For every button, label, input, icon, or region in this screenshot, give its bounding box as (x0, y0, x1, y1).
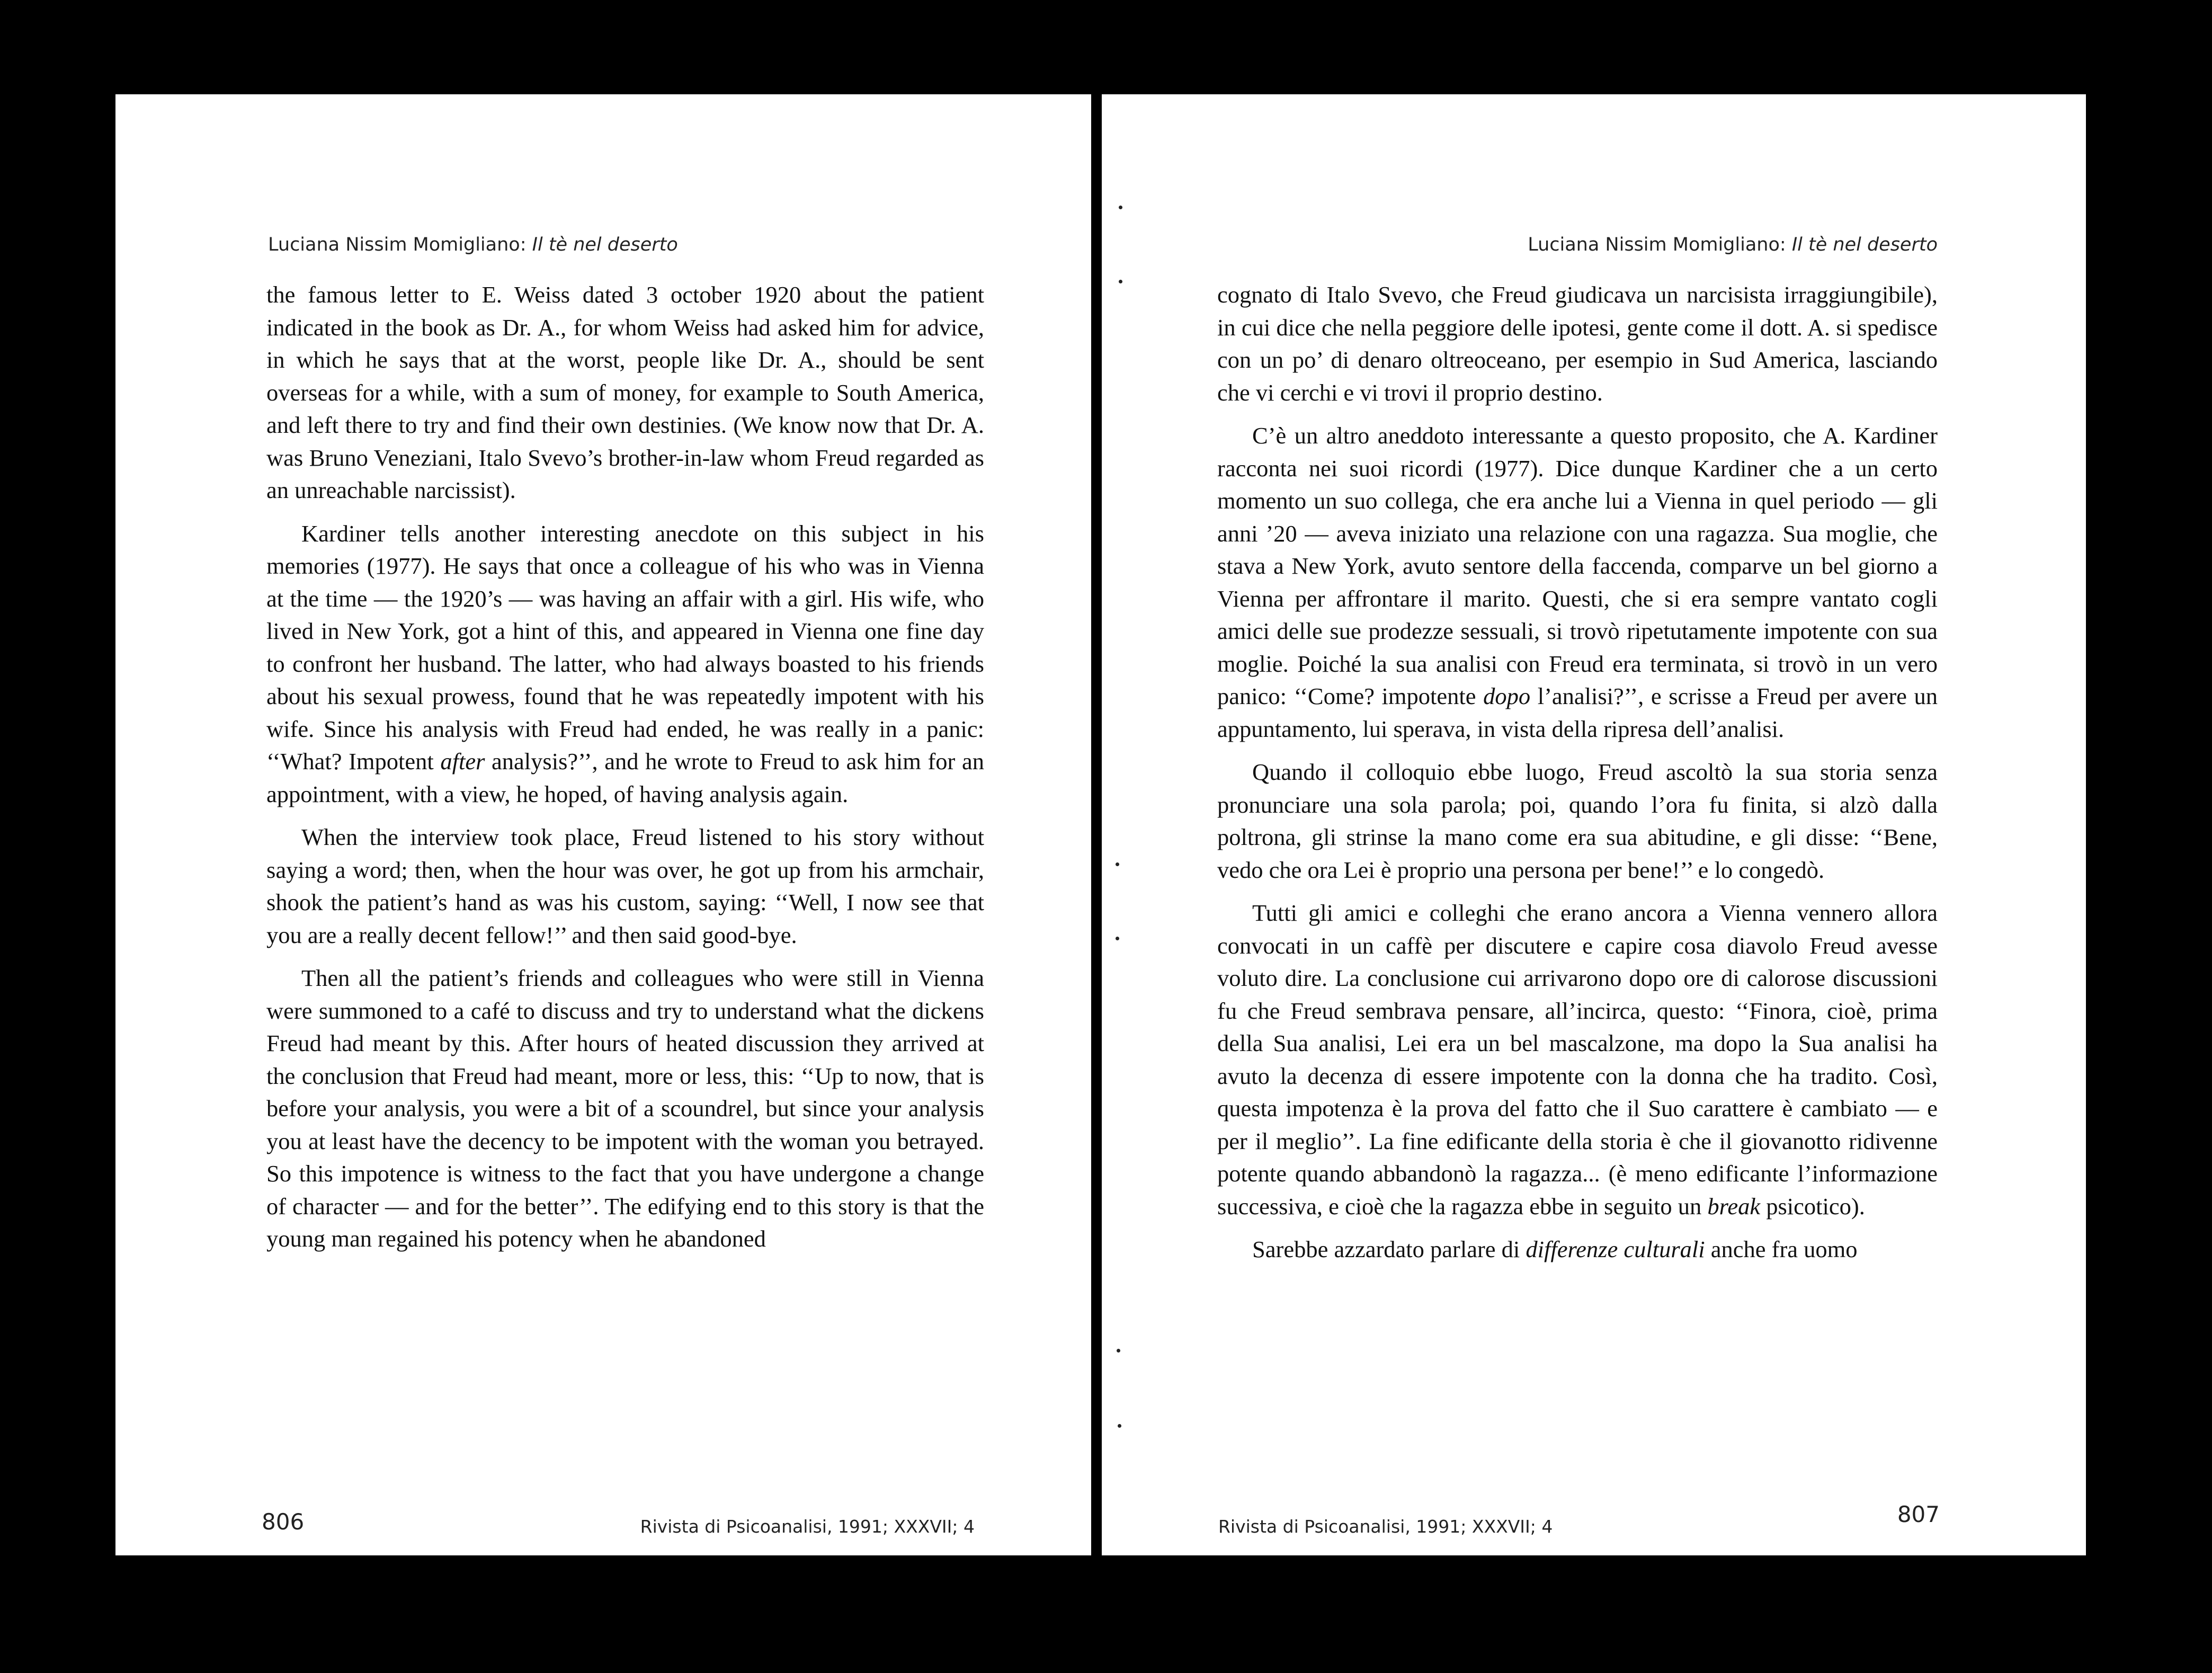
text-segment: Quando il colloquio ebbe luogo, Freud ascoltò la sua storia senza pronunciare una sola parola; poi, quando l’ora fu finita, si alzò dalla poltrona, gli strinse la mano come era sua abitudine, e gli disse: ‘‘Bene, vedo che ora Lei è proprio una persona per bene!’’ e lo congedò. (1217, 759, 1938, 883)
italic-text: dopo (1483, 683, 1531, 709)
body-text (266, 279, 984, 1266)
journal-footer: Rivista di Psicoanalisi, 1991; XXXVII; 4 (640, 1516, 975, 1537)
text-segment: Then all the patient’s friends and colleagues who were still in Vienna were summoned to a café to discuss and try to understand what the dickens Freud had meant by this. After hours of heated discussion they arrived at the conclusion that Freud had meant, more or less, this: ‘‘Up to now, that is before your analysis, you were a bit of a scoundrel, but since your analysis you at least have the decency to be impotent with the woman you betrayed. So this impotence is witness to the fact that you have undergone a change of character — and for the better’’. The edifying end to this story is that the young man regained his potency when he abandoned (266, 965, 984, 1252)
text-segment: analysis?’’, and he wrote to Freud to ask him for an appointment, with a view, he hoped, of having analysis again. (266, 748, 984, 807)
paragraph (1217, 1233, 1938, 1266)
page-number: 806 (262, 1509, 305, 1535)
body-text (1217, 279, 1938, 1277)
text-segment: the famous letter to E. Weiss dated 3 october 1920 about the patient indicated in the book as Dr. A., for whom Weiss had asked him for advice, in which he says that at the worst, people like Dr. A., should be sent overseas for a while, with a sum of money, for example to South America, and left there to try and find their own destinies. (We know now that Dr. A. was Bruno Veneziani, Italo Svevo’s brother-in-law whom Freud regarded as an unreachable narcissist). (266, 281, 984, 503)
running-head-title: Il tè nel deserto (532, 234, 678, 255)
text-segment: l’analisi?’’, e scrisse a Freud per avere un appuntamento, lui sperava, in vista della ripresa dell’analisi. (1217, 683, 1938, 742)
paragraph (1217, 279, 1938, 409)
journal-footer: Rivista di Psicoanalisi, 1991; XXXVII; 4 (1218, 1516, 1553, 1537)
text-segment: C’è un altro aneddoto interessante a questo proposito, che A. Kardiner racconta nei suoi ricordi (1977). Dice dunque Kardiner che a un certo momento un suo collega, che era anche lui a Vienna in quel periodo — gli anni ’20 — aveva iniziato una relazione con una ragazza. Sua moglie, che stava a New York, avuto sentore della faccenda, comparve un bel giorno a Vienna per affrontare il marito. Questi, che si era sempre vantato cogli amici delle sue prodezze sessuali, si trovò ripetutamente impotente con sua moglie. Poiché la sua analisi con Freud era terminata, si trovò in un vero panico: ‘‘Come? impotente (1217, 422, 1938, 709)
italic-text: differenze culturali (1526, 1236, 1705, 1262)
paragraph (266, 279, 984, 507)
paragraph (266, 821, 984, 951)
page-number: 807 (1897, 1501, 1940, 1527)
gutter-mark (1119, 280, 1122, 283)
paragraph (1217, 756, 1938, 886)
paragraph (1217, 420, 1938, 745)
paragraph (1217, 897, 1938, 1223)
left-page (115, 94, 1091, 1555)
text-segment: When the interview took place, Freud listened to his story without saying a word; then, when the hour was over, he got up from his armchair, shook the patient’s hand as was his custom, saying: ‘‘Well, I now see that you are a really decent fellow!’’ and then said good-bye. (266, 824, 984, 948)
gutter-mark (1119, 206, 1122, 209)
running-head-title: Il tè nel deserto (1791, 234, 1938, 255)
text-segment: anche fra uomo (1705, 1236, 1858, 1262)
text-segment: psicotico). (1760, 1193, 1865, 1220)
running-head-author: Luciana Nissim Momigliano: (268, 234, 527, 255)
gutter-mark (1116, 937, 1119, 940)
italic-text: break (1707, 1193, 1761, 1220)
running-head (268, 234, 678, 255)
text-segment: cognato di Italo Svevo, che Freud giudicava un narcisista irraggiungibile), in cui dice che nella peggiore delle ipotesi, gente come il dott. A. si spedisce con un po’ di denaro oltreoceano, per esempio in Sud America, lasciando che vi cerchi e vi trovi il proprio destino. (1217, 281, 1938, 406)
paragraph (266, 962, 984, 1256)
gutter-mark (1116, 862, 1119, 866)
text-segment: Sarebbe azzardato parlare di (1252, 1236, 1526, 1262)
right-page (1102, 94, 2086, 1555)
running-head-author: Luciana Nissim Momigliano: (1528, 234, 1786, 255)
paragraph (266, 518, 984, 811)
gutter-mark (1117, 1349, 1120, 1352)
gutter-mark (1118, 1424, 1121, 1428)
italic-text: after (440, 748, 485, 775)
running-head (1528, 234, 1938, 255)
text-segment: Kardiner tells another interesting anecdote on this subject in his memories (1977). He says that once a colleague of his who was in Vienna at the time — the 1920’s — was having an affair with a girl. His wife, who lived in New York, got a hint of this, and appeared in Vienna one fine day to confront her husband. The latter, who had always boasted to his friends about his sexual prowess, found that he was repeatedly impotent with his wife. Since his analysis with Freud had ended, he was really in a panic: ‘‘What? Impotent (266, 520, 984, 775)
text-segment: Tutti gli amici e colleghi che erano ancora a Vienna vennero allora convocati in un caffè per discutere e capire cosa diavolo Freud avesse voluto dire. La conclusione cui arrivarono dopo ore di calorose discussioni fu che Freud sembrava pensare, all’incirca, questo: ‘‘Finora, cioè, prima della Sua analisi, Lei era un bel mascalzone, ma dopo la Sua analisi ha avuto la decenza di essere impotente con la donna che ha tradito. Così, questa impotenza è la prova del fatto che il Suo carattere è cambiato — e per il meglio’’. La fine edificante della storia è che il giovanotto ridivenne potente quando abbandonò la ragazza... (è meno edificante l’informazione successiva, e cioè che la ragazza ebbe in seguito un (1217, 900, 1938, 1220)
